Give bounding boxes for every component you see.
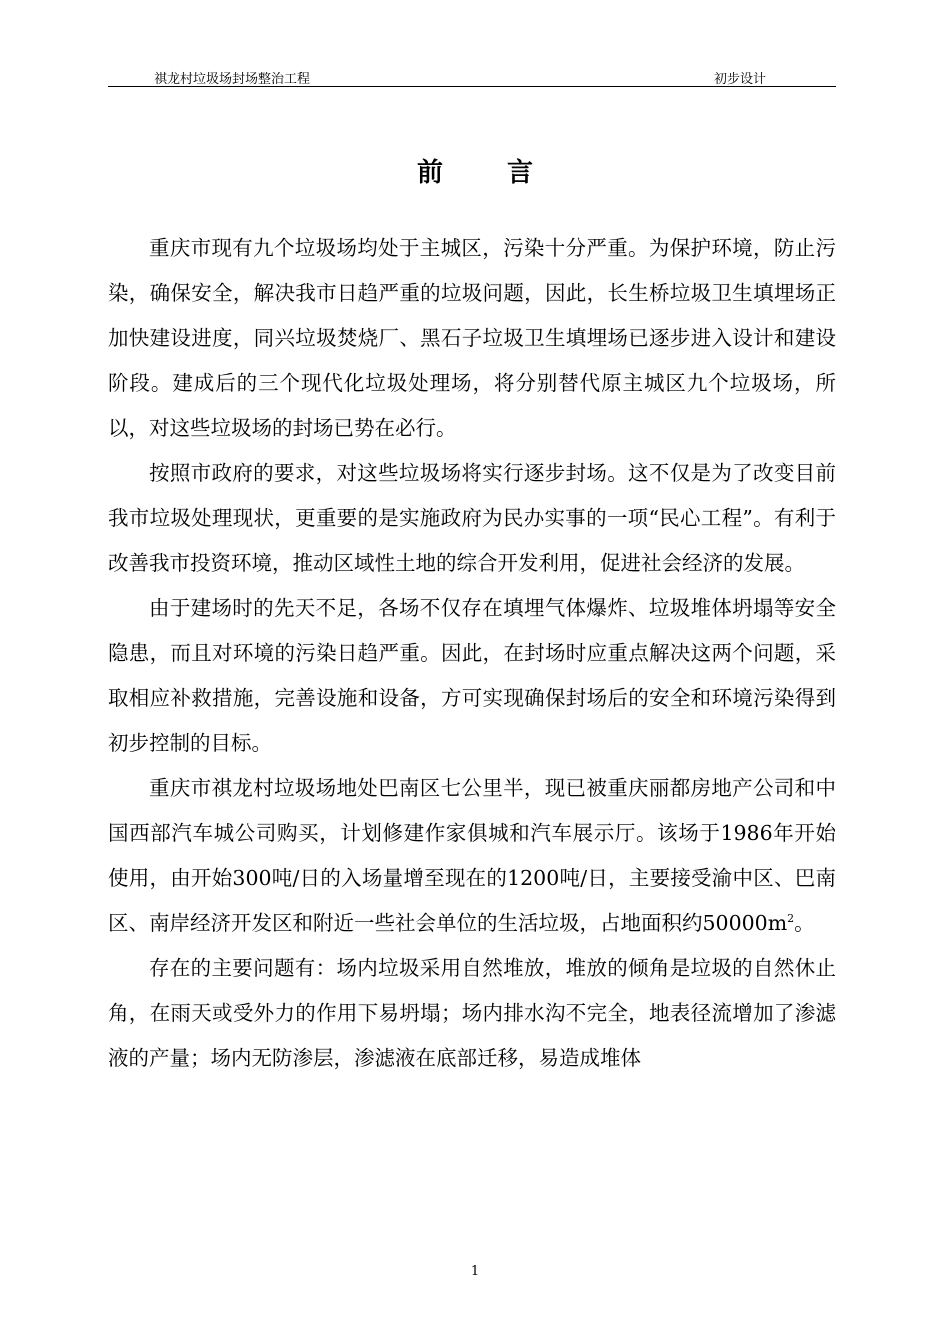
page-header — [108, 64, 836, 87]
paragraph-1: 重庆市现有九个垃圾场均处于主城区，污染十分严重。为保护环境，防止污染，确保安全，解决我市日趋严重的垃圾问题，因此，长生桥垃圾卫生填埋场正加快建设进度，同兴垃圾焚烧厂、黑石子垃圾卫生填埋场已逐步进入设计和建设阶段。建成后的三个现代化垃圾处理场，将分别替代原主城区九个垃圾场，所以，对这些垃圾场的封场已势在必行。 — [108, 236, 836, 440]
page-number: 1 — [470, 1264, 480, 1279]
page-title: 前言 — [416, 158, 597, 188]
paragraph-3: 由于建场时的先天不足，各场不仅存在填埋气体爆炸、垃圾堆体坍塌等安全隐患，而且对环境的污染日趋严重。因此，在封场时应重点解决这两个问题，采取相应补救措施，完善设施和设备，方可实现确保封场后的安全和环境污染得到初步控制的目标。 — [108, 596, 836, 755]
document-body — [108, 226, 836, 1081]
header-project-title: 祺龙村垃圾场封场整治工程 — [154, 72, 311, 87]
paragraph-4-text: 重庆市祺龙村垃圾场地处巴南区七公里半，现已被重庆丽都房地产公司和中国西部汽车城公司购买，计划修建作家俱城和汽车展示厅。该场于1986年开始使用，由开始300吨/日的入场量增至现在的1200吨/日，主要接受渝中区、巴南区、南岸经济开发区和附近一些社会单位的生活垃圾，占地面积约50000m — [108, 776, 836, 935]
paragraph-5: 存在的主要问题有：场内垃圾采用自然堆放，堆放的倾角是垃圾的自然休止角，在雨天或受外力的作用下易坍塌；场内排水沟不完全，地表径流增加了渗滤液的产量；场内无防渗层，渗滤液在底部迁移，易造成堆体 — [108, 956, 836, 1070]
paragraph-4 — [108, 766, 836, 946]
paragraph-2: 按照市政府的要求，对这些垃圾场将实行逐步封场。这不仅是为了改变目前我市垃圾处理现状，更重要的是实施政府为民办实事的一项“民心工程”。有利于改善我市投资环境，推动区域性土地的综合开发利用，促进社会经济的发展。 — [108, 461, 836, 575]
header-design-stage: 初步设计 — [714, 72, 767, 87]
superscript-2: 2 — [787, 912, 795, 926]
paragraph-4-end: 。 — [794, 911, 815, 935]
